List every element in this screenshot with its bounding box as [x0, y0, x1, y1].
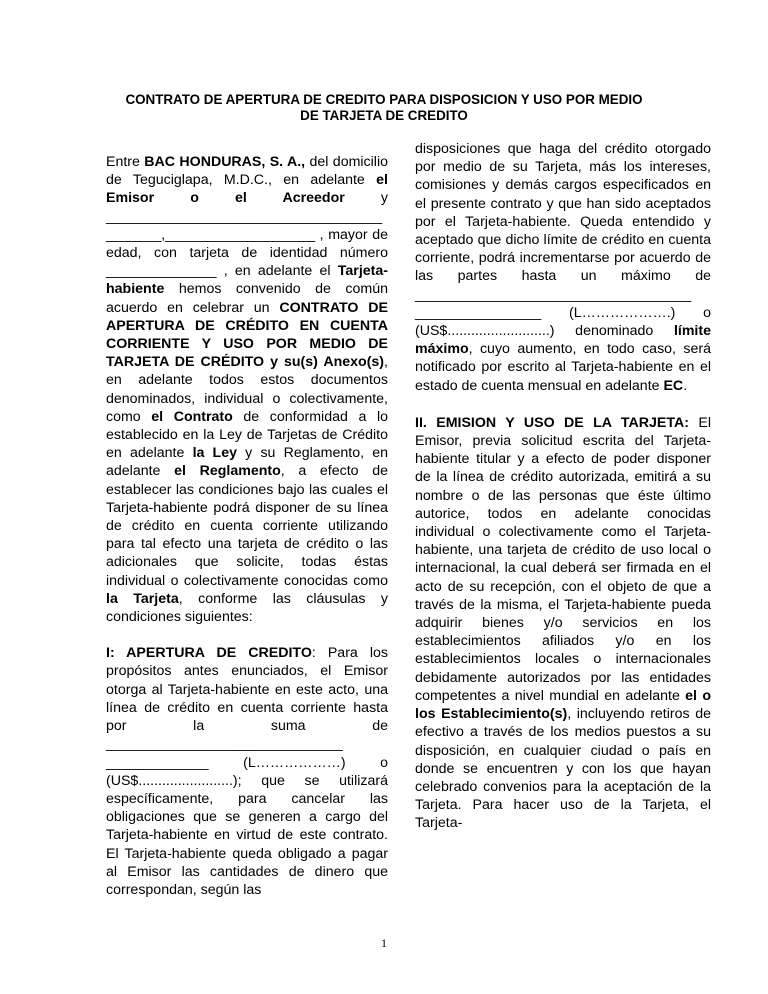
bold-term: la Tarjeta	[106, 590, 179, 607]
text-run: .	[683, 377, 688, 394]
bold-term: II. EMISION Y USO DE LA TARJETA:	[415, 414, 689, 431]
text-run: , cuyo aumento, en todo caso, será notificado por escrito al Tarjeta-habiente en el estado de cuenta mensual en adelante	[415, 341, 711, 394]
text-run: : Para los propósitos antes enunciados, el Emisor otorga al Tarjeta-habiente en este acto, una línea de crédito en cuenta corriente hasta por la suma de ______________________________ _____________ (L………………) o (US$........................); que se utilizará específicamente, para cancelar las obligaciones que se generen a cargo del Tarjeta-habiente en virtud de este contrato. El Tarjeta-habiente queda obligado a pagar al Emisor las cantidades de dinero que correspondan, según las	[106, 645, 388, 898]
text-run: de conformidad a lo establecido en la Ley de Tarjetas de Crédito en adelante	[106, 408, 388, 462]
bold-term: EC	[663, 377, 684, 394]
clause-1-apertura-de-credito	[106, 644, 388, 899]
clause-1-continuation	[415, 140, 711, 395]
bold-term: el Contrato	[151, 408, 233, 425]
text-run: El Emisor, previa solicitud escrita del Tarjeta-habiente titular y a efecto de poder disponer de la línea de crédito autorizada, emitirá a su nombre o de las personas que éste último autorice, todos en adelante conocidas individual o colectivamente como el Tarjeta-habiente, una tarjeta de crédito de uso local o internacional, la cual deberá ser firmada en el acto de su recepción, con el objeto de que a través de la misma, el Tarjeta-habiente pueda adquirir bienes y/o servicios en los establecimientos afiliados y/o en los establecimientos locales o internacionales debidamente autorizados por las entidades competentes a nivel mundial en adelante	[415, 414, 712, 704]
bold-term: el Reglamento	[174, 463, 281, 480]
clause-2-emision-y-uso	[415, 414, 711, 833]
text-run: del domicilio de Teguciglapa, M.D.C., en adelante	[106, 154, 388, 189]
left-column	[106, 153, 388, 899]
right-column	[415, 140, 711, 833]
text-run: , conforme las cláusulas y condiciones siguientes:	[106, 590, 388, 626]
bold-term: la Ley	[192, 445, 238, 462]
bold-term: el o los Establecimiento(s)	[415, 687, 711, 723]
text-run: , incluyendo retiros de efectivo a través de los medios puestos a su disposición, en cualquier ciudad o país en donde se encuentren y con los que hayan celebrado convenios para la aceptación de la Tarjeta. Para hacer uso de la Tarjeta, el Tarjeta-	[415, 706, 711, 832]
bold-term: I: APERTURA DE CREDITO	[106, 645, 312, 662]
text-run: y su Reglamento, en adelante	[106, 445, 388, 480]
bold-term: BAC HONDURAS, S. A.,	[144, 154, 306, 170]
bold-term: CONTRATO DE APERTURA DE CRÉDITO EN CUENTA CORRIENTE Y USO POR MEDIO DE TARJETA DE CRÉDITO y su(s) Anexo(s)	[106, 299, 388, 371]
page-number: 1	[381, 936, 387, 950]
bold-term: límite máximo	[415, 323, 711, 358]
bold-term: el Emisor o el Acreedor	[106, 172, 388, 207]
text-run: hemos convenido de común acuerdo en celebrar un	[106, 281, 388, 316]
text-run: , en adelante todos estos documentos denominados, individual o colectivamente, como	[106, 354, 388, 425]
text-run: y ___________________________________ _______,___________________ , mayor de edad, con tarjeta de identidad número ______________ , en adelante el	[106, 190, 388, 280]
text-run: disposiciones que haga del crédito otorgado por medio de su Tarjeta, más los intereses, comisiones y demás cargos especificados en el presente contrato y que han sido aceptados por el Tarjeta-habiente. Queda entendido y aceptado que dicho límite de crédito en cuenta corriente, podrá incrementarse por acuerdo de las partes hasta un máximo de ___________________________________ ________________ (L……………….) o (US$..........................) denominado	[415, 141, 711, 340]
intro-paragraph	[106, 153, 388, 626]
bold-term: Tarjeta-habiente	[106, 263, 388, 298]
document-title	[100, 92, 668, 124]
text-run: , a efecto de establecer las condiciones bajo las cuales el Tarjeta-habiente podrá disponer de su línea de crédito en cuenta corriente utilizando para tal efecto una tarjeta de crédito o las adicionales que solicite, todas éstas individual o colectivamente conocidas como	[106, 463, 388, 589]
title-line-1: CONTRATO DE APERTURA DE CREDITO PARA DISPOSICION Y USO POR MEDIO	[125, 92, 643, 107]
title-line-2: DE TARJETA DE CREDITO	[300, 108, 468, 123]
text-run: Entre	[106, 154, 145, 170]
